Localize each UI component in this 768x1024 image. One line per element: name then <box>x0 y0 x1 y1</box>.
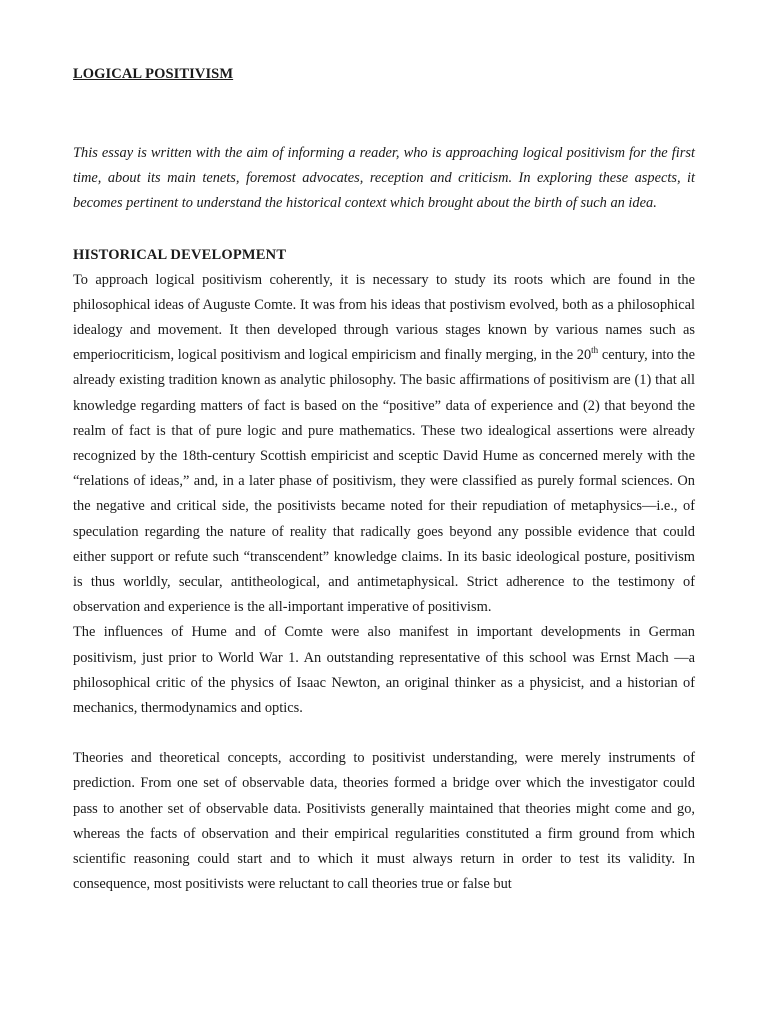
para1-text-end: century, into the already existing tradition known as analytic philosophy. The basic affirmations of positivism are (1) that all knowledge regarding matters of fact is based on the “positive” data of experience and (2) that beyond the realm of fact is that of pure logic and pure mathematics. These two idealogical assertions were already recognized by the 18th-century Scottish empiricist and sceptic David Hume as concerned merely with the “relations of ideas,” and, in a later phase of positivism, they were classified as purely formal sciences. On the negative and critical side, the positivists became noted for their repudiation of metaphysics—i.e., of speculation regarding the nature of reality that radically goes beyond any possible evidence that could either support or refute such “transcendent” knowledge claims. In its basic ideological posture, positivism is thus worldly, secular, antitheological, and antimetaphysical. Strict adherence to the testimony of observation and experience is the all-important imperative of positivism. <box>73 347 695 616</box>
body-paragraph-3: Theories and theoretical concepts, according to positivist understanding, were merely instruments of prediction. From one set of observable data, theories formed a bridge over which the investigator could pass to another set of observable data. Positivists generally maintained that theories might come and go, whereas the facts of observation and their empirical regularities constituted a firm ground from which scientific reasoning could start and to which it must always return in order to test its validity. In consequence, most positivists were reluctant to call theories true or false but <box>73 750 695 893</box>
section-heading: HISTORICAL DEVELOPMENT <box>73 246 287 263</box>
abstract-paragraph: This essay is written with the aim of informing a reader, who is approaching logical positivism for the first time, about its main tenets, foremost advocates, reception and criticism. In exploring these aspects, it becomes pertinent to understand the historical context which brought about the birth of such an idea. <box>73 145 695 212</box>
body-paragraph-1 <box>73 268 695 621</box>
superscript: th <box>591 345 599 356</box>
document-title: LOGICAL POSITIVISM <box>73 66 234 82</box>
para1-text-start: To approach logical positivism coherently, it is necessary to study its roots which are found in the philosophical ideas of Auguste Comte. It was from his ideas that postivism evolved, both as a philosophical idealogy and movement. It then developed through various stages known by various names such as emperiocriticism, logical positivism and logical empiricism and finally merging, in the 20 <box>73 271 695 364</box>
body-paragraph-2: The influences of Hume and of Comte were also manifest in important developments in German positivism, just prior to World War 1. An outstanding representative of this school was Ernst Mach —a philosophical critic of the physics of Isaac Newton, an original thinker as a physicist, and a historian of mechanics, thermodynamics and optics. <box>73 624 695 717</box>
